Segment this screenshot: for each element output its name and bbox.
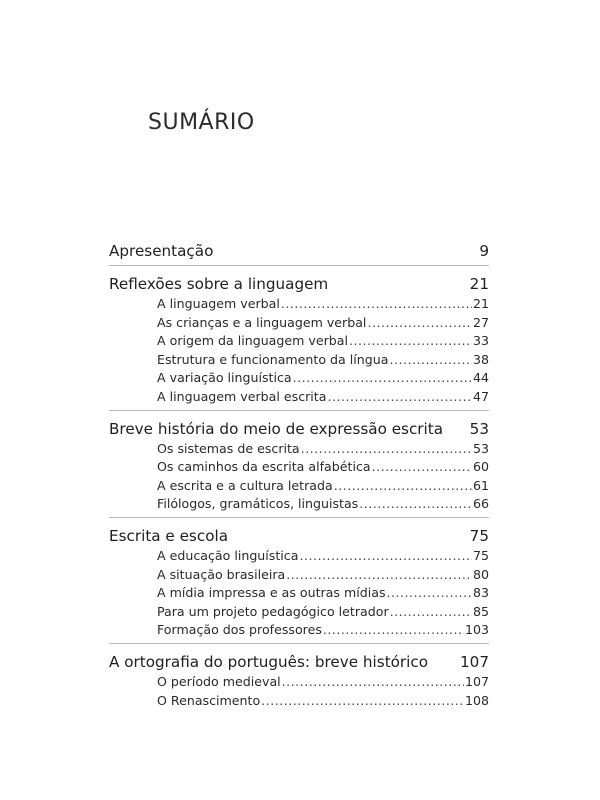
chapter-title: A ortografia do português: breve histórico bbox=[109, 652, 429, 671]
entry-page: 66 bbox=[472, 496, 489, 512]
entry-title: Filólogos, gramáticos, linguistas bbox=[157, 496, 359, 512]
toc-entry bbox=[109, 314, 489, 333]
chapter-title: Escrita e escola bbox=[109, 526, 229, 545]
entry-page: 85 bbox=[472, 603, 489, 619]
entry-page: 75 bbox=[472, 547, 489, 563]
entry-title: A linguagem verbal bbox=[157, 296, 280, 311]
chapter-page: 53 bbox=[469, 419, 489, 438]
leader-dots bbox=[261, 692, 464, 711]
toc-entry bbox=[109, 603, 489, 622]
entry-page: 108 bbox=[464, 692, 489, 708]
leader-dots bbox=[299, 547, 472, 566]
entry-page: 21 bbox=[472, 296, 489, 311]
toc-section bbox=[109, 273, 489, 411]
entry-page: 53 bbox=[472, 440, 489, 456]
entry-title: Estrutura e funcionamento da língua bbox=[157, 351, 389, 367]
leader-dots bbox=[372, 458, 472, 477]
entry-page: 83 bbox=[472, 585, 489, 601]
chapter-page: 107 bbox=[460, 652, 489, 671]
entry-title: A educação linguística bbox=[157, 547, 299, 563]
leader-dots bbox=[387, 584, 472, 603]
chapter-row bbox=[109, 418, 489, 440]
leader-dots bbox=[334, 477, 472, 496]
chapter-title: Breve história do meio de expressão escrita bbox=[109, 419, 444, 438]
entry-title: O Renascimento bbox=[157, 692, 261, 708]
entry-page: 38 bbox=[472, 351, 489, 367]
leader-dots bbox=[367, 314, 472, 333]
toc-section bbox=[109, 240, 489, 266]
leader-dots bbox=[282, 673, 464, 692]
entry-page: 60 bbox=[472, 459, 489, 475]
chapter-row bbox=[109, 273, 489, 295]
toc-entry bbox=[109, 295, 489, 314]
chapter-row bbox=[109, 651, 489, 673]
entry-page: 107 bbox=[464, 673, 489, 689]
entry-title: A situação brasileira bbox=[157, 566, 286, 582]
chapter-page: 9 bbox=[479, 242, 489, 260]
toc-entry bbox=[109, 477, 489, 496]
entry-title: Os caminhos da escrita alfabética bbox=[157, 459, 371, 475]
entry-page: 103 bbox=[464, 622, 489, 638]
page-title: SUMÁRIO bbox=[148, 110, 255, 135]
toc-entry bbox=[109, 458, 489, 477]
entry-page: 47 bbox=[472, 388, 489, 404]
leader-dots bbox=[293, 369, 472, 388]
chapter-title: Apresentação bbox=[109, 242, 214, 260]
leader-dots bbox=[390, 603, 472, 622]
entry-page: 44 bbox=[472, 370, 489, 386]
entry-title: Os sistemas de escrita bbox=[157, 440, 300, 456]
entry-title: A mídia impressa e as outras mídias bbox=[157, 585, 386, 601]
chapter-page: 75 bbox=[469, 526, 489, 545]
leader-dots bbox=[389, 351, 472, 370]
leader-dots bbox=[323, 621, 464, 640]
toc-section bbox=[109, 525, 489, 644]
leader-dots bbox=[349, 332, 472, 351]
leader-dots bbox=[286, 566, 472, 585]
entry-title: A variação linguística bbox=[157, 370, 292, 386]
toc-entry bbox=[109, 332, 489, 351]
leader-dots bbox=[301, 440, 472, 459]
toc-entry bbox=[109, 621, 489, 640]
toc-entry bbox=[109, 584, 489, 603]
entry-title: Formação dos professores bbox=[157, 622, 322, 638]
toc-entry bbox=[109, 351, 489, 370]
chapter-page: 21 bbox=[469, 275, 489, 293]
entry-title: A escrita e a cultura letrada bbox=[157, 477, 333, 493]
toc-entry bbox=[109, 566, 489, 585]
chapter-title: Reflexões sobre a linguagem bbox=[109, 275, 329, 293]
entry-title: As crianças e a linguagem verbal bbox=[157, 314, 367, 330]
entry-title: Para um projeto pedagógico letrador bbox=[157, 603, 389, 619]
chapter-row bbox=[109, 525, 489, 547]
entry-page: 33 bbox=[472, 333, 489, 349]
toc-entry bbox=[109, 673, 489, 692]
toc-section bbox=[109, 651, 489, 713]
toc-entry bbox=[109, 369, 489, 388]
entry-title: A linguagem verbal escrita bbox=[157, 388, 327, 404]
table-of-contents bbox=[109, 240, 489, 720]
toc-entry bbox=[109, 388, 489, 407]
leader-dots bbox=[327, 388, 472, 407]
entry-title: O período medieval bbox=[157, 673, 281, 689]
toc-entry bbox=[109, 547, 489, 566]
toc-entry bbox=[109, 495, 489, 514]
leader-dots bbox=[359, 495, 472, 514]
entry-page: 27 bbox=[472, 314, 489, 330]
toc-section bbox=[109, 418, 489, 518]
leader-dots bbox=[281, 295, 472, 314]
chapter-row bbox=[109, 240, 489, 262]
toc-entry bbox=[109, 440, 489, 459]
entry-page: 61 bbox=[472, 477, 489, 493]
toc-entry bbox=[109, 692, 489, 711]
entry-title: A origem da linguagem verbal bbox=[157, 333, 349, 349]
entry-page: 80 bbox=[472, 566, 489, 582]
